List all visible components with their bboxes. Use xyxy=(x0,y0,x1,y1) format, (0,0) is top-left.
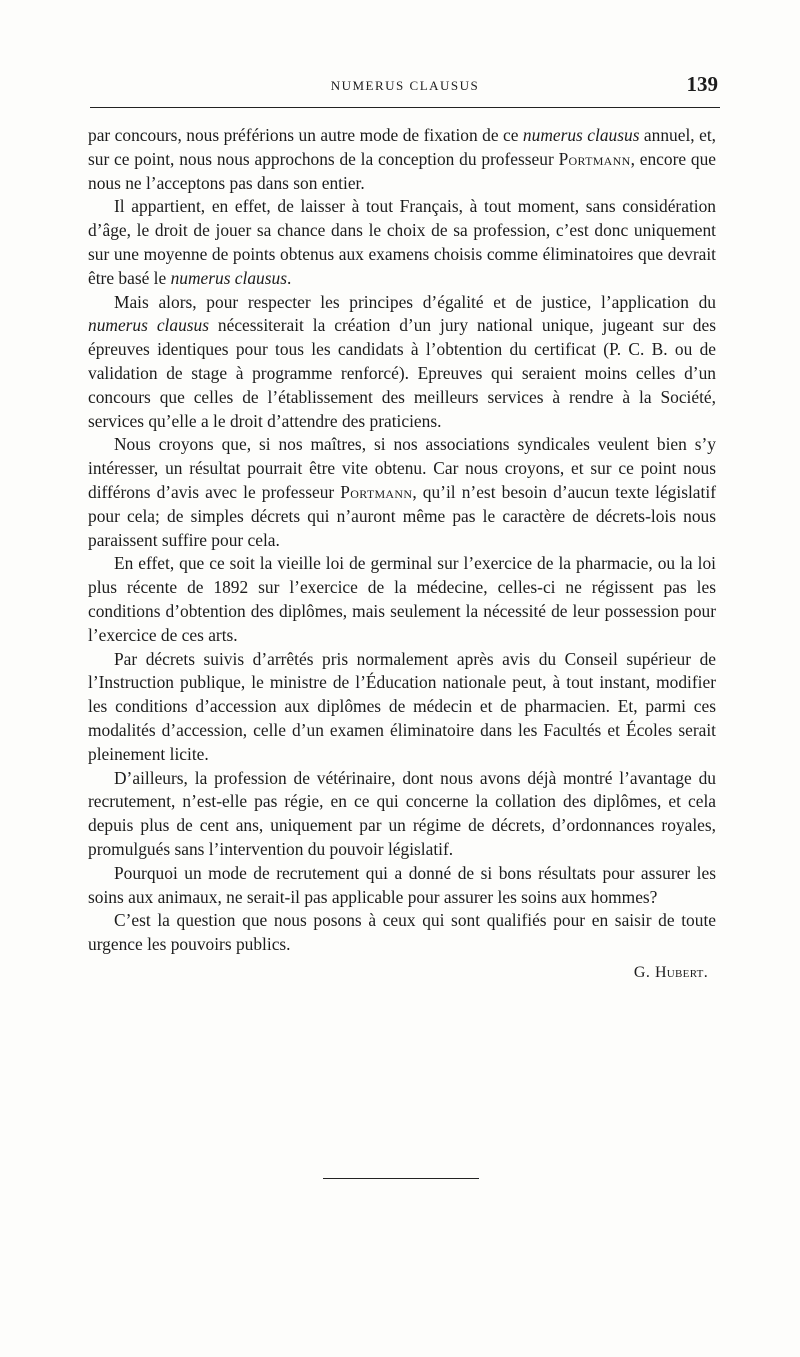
paragraph-2 xyxy=(88,195,716,290)
paragraph-3 xyxy=(88,291,716,434)
paragraph-1 xyxy=(88,124,716,195)
page-header xyxy=(90,70,720,110)
italic-term: numerus clausus xyxy=(522,125,640,145)
paragraph-5: En effet, que ce soit la vieille loi de germinal sur l’exercice de la pharmacie, ou la loi plus récente de 1892 sur l’exercice de la médecine, celles-ci ne régissent pas les conditions d’obtention des diplômes, mais seulement la nécessité de leur possession pour l’exercice de ces arts. xyxy=(88,553,716,645)
author-name: Portmann xyxy=(558,148,631,169)
author-name: Portmann xyxy=(340,481,413,502)
paragraph-8: Pourquoi un mode de recrutement qui a donné de si bons résultats pour assurer les soins aux animaux, ne serait-il pas applicable pour assurer les soins aux hommes? xyxy=(88,862,716,907)
text-run: annuel, et, sur ce point, nous nous approchons de la conception du professeur xyxy=(88,125,716,169)
running-title: NUMERUS CLAUSUS xyxy=(330,78,480,93)
article-body xyxy=(88,124,716,985)
signature-initial: G. xyxy=(633,963,655,981)
page-number: 139 xyxy=(686,72,718,96)
italic-term: numerus clausus xyxy=(88,315,209,336)
text-run: par concours, nous préférions un autre mode de fixation de ce xyxy=(88,125,523,145)
paragraph-4 xyxy=(88,433,716,552)
end-rule xyxy=(323,1178,479,1179)
text-run: , encore que nous ne l’acceptons pas dans son entier. xyxy=(88,148,716,193)
paragraph-9: C’est la question que nous posons à ceux qui sont qualifiés pour en saisir de toute urgence les pouvoirs publics. xyxy=(88,910,716,955)
italic-term: numerus clausus xyxy=(170,267,287,288)
text-run: Il appartient, en effet, de laisser à tout Français, à tout moment, sans considération d’âge, le droit de jouer sa chance dans le choix de sa profession, c’est donc uniquement sur une moyenne de points obtenus aux examens choisis comme éliminatoires que devrait être basé le xyxy=(88,196,716,288)
paragraph-7: D’ailleurs, la profession de vétérinaire, dont nous avons déjà montré l’avantage du recrutement, n’est-elle pas régie, en ce qui concerne la collation des diplômes, et cela depuis plus de cent ans, uniquement par un régime de décrets, d’ordonnances royales, promulgués sans l’intervention du pouvoir législatif. xyxy=(88,767,716,859)
text-run: Mais alors, pour respecter les principes d’égalité et de justice, l’application du xyxy=(114,291,716,312)
text-run: Nous croyons que, si nos maîtres, si nos associations syndicales veulent bien s’y intéresser, un résultat pourrait être vite obtenu. Car nous croyons, et sur ce point nous différons d’avis avec le professeur xyxy=(88,434,716,502)
paragraph-6: Par décrets suivis d’arrêtés pris normalement après avis du Conseil supérieur de l’Instruction publique, le ministre de l’Éducation nationale peut, à tout instant, modifier les conditions d’accession aux diplômes de médecin et de pharmacien. Et, parmi ces modalités d’accession, celle d’un examen éliminatoire dans les Facultés et Écoles serait pleinement licite. xyxy=(88,648,716,764)
signature-surname: Hubert. xyxy=(654,963,708,981)
author-signature xyxy=(88,961,716,985)
text-run: , qu’il n’est besoin d’aucun texte législatif pour cela; de simples décrets qui n’auront même pas le caractère de décrets-lois nous paraissent suffire pour cela. xyxy=(88,481,716,550)
header-rule xyxy=(90,107,720,108)
text-run: nécessiterait la création d’un jury national unique, jugeant sur des épreuves identiques pour tous les candidats à l’obtention du certificat (P. C. B. ou de validation de stage à programme renforcé). Epreuves qui seraient moins celles d’un concours que celles de l’établissement des meilleurs services à rendre à la Société, services qu’elle a le droit d’attendre des praticiens. xyxy=(88,315,716,431)
text-run: . xyxy=(286,267,292,288)
